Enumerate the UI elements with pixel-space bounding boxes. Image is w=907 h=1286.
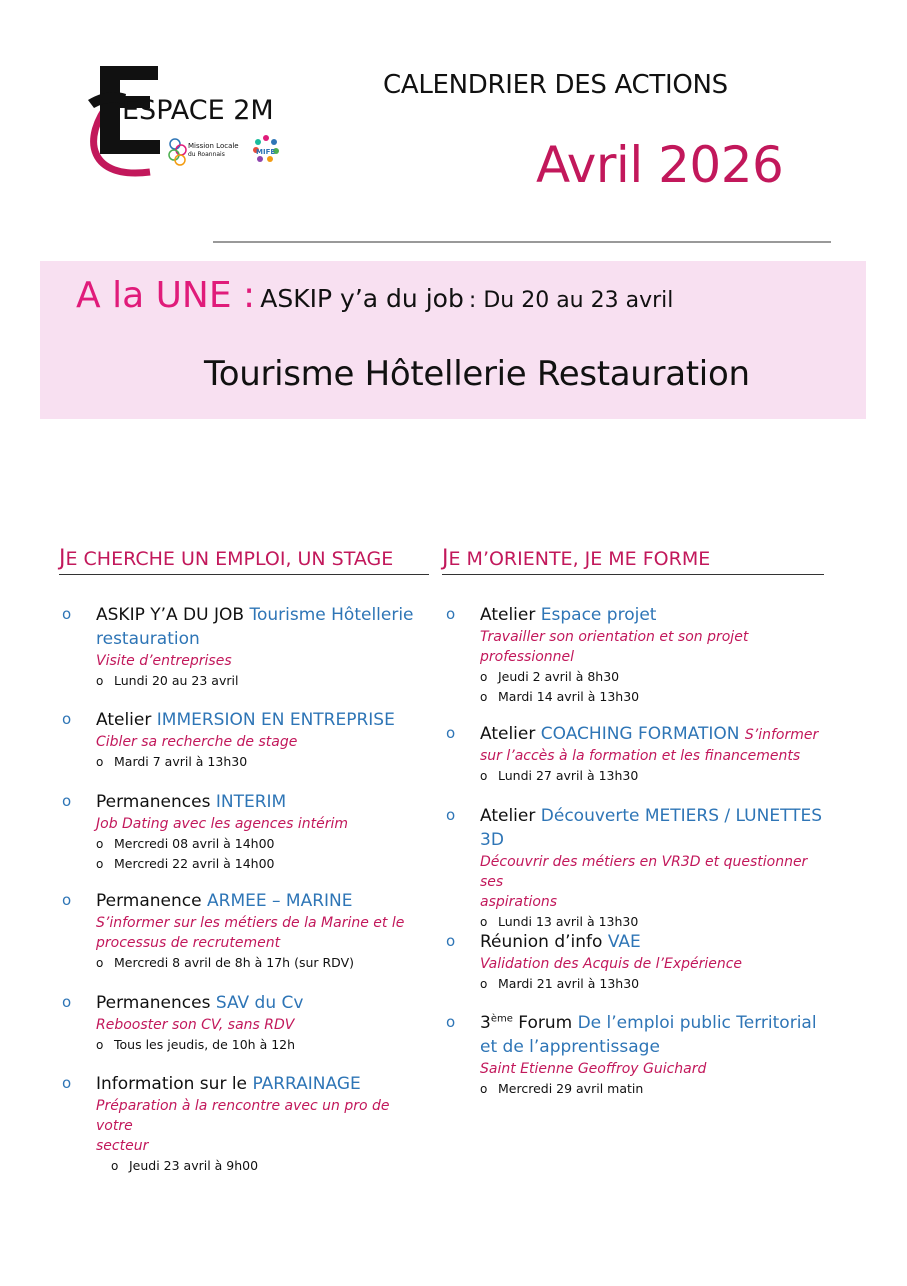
event-date: o Tous les jeudis, de 10h à 12h: [96, 1035, 426, 1055]
event-date: o Lundi 20 au 23 avril: [96, 671, 426, 691]
bullet-icon: o: [446, 605, 456, 623]
featured-title: ASKIP y’a du job: [260, 284, 464, 313]
featured-label: A la UNE :: [76, 275, 256, 316]
event-date: o Mercredi 08 avril à 14h00: [96, 834, 426, 854]
section-heading-orientation: JE M’ORIENTE, JE ME FORME: [442, 546, 824, 575]
svg-text:du Roannais: du Roannais: [188, 151, 225, 158]
event-date: o Mercredi 8 avril de 8h à 17h (sur RDV): [96, 953, 426, 973]
event-item-vae[interactable]: o Réunion d’info VAE Validation des Acquis de l’Expérience o Mardi 21 avril à 13h30: [480, 930, 825, 994]
bullet-icon: o: [62, 710, 72, 728]
featured-line: [76, 275, 673, 316]
page-title: CALENDRIER DES ACTIONS: [383, 70, 728, 100]
event-date: o Lundi 27 avril à 13h30: [480, 766, 825, 786]
event-item-forum-emploi-public[interactable]: o 3ème Forum De l’emploi public Territorial et de l’apprentissage Saint Etienne Geoffroy Guichard o Mercredi 29 avril matin: [480, 1011, 825, 1099]
event-item-askip[interactable]: o ASKIP Y’A DU JOB Tourisme Hôtellerie restauration Visite d’entreprises o Lundi 20 au 23 avril: [96, 603, 426, 691]
svg-text:MIFE: MIFE: [256, 148, 276, 156]
bullet-icon: o: [446, 724, 456, 742]
event-date: o Jeudi 2 avril à 8h30: [480, 667, 825, 687]
event-date: o Mercredi 29 avril matin: [480, 1079, 825, 1099]
event-item-parrainage[interactable]: o Information sur le PARRAINAGE Préparation à la rencontre avec un pro de votre secteur o Jeudi 23 avril à 9h00: [96, 1072, 426, 1176]
bullet-icon: o: [446, 1013, 456, 1031]
bullet-icon: o: [446, 932, 456, 950]
bullet-icon: o: [446, 806, 456, 824]
event-date: o Mardi 14 avril à 13h30: [480, 687, 825, 707]
event-date: o Mercredi 22 avril à 14h00: [96, 854, 426, 874]
event-date: o Jeudi 23 avril à 9h00: [111, 1156, 426, 1176]
event-date: o Mardi 21 avril à 13h30: [480, 974, 825, 994]
bullet-icon: o: [62, 605, 72, 623]
bullet-icon: o: [62, 993, 72, 1011]
event-date: o Mardi 7 avril à 13h30: [96, 752, 426, 772]
svg-text:Mission Locale: Mission Locale: [188, 142, 239, 150]
featured-subtitle: Tourisme Hôtellerie Restauration: [204, 354, 750, 394]
header-divider: [213, 241, 831, 243]
logo-brand-text: ESPACE 2M: [122, 95, 274, 126]
section-heading-emploi: JE CHERCHE UN EMPLOI, UN STAGE: [59, 546, 429, 575]
featured-dates: : Du 20 au 23 avril: [468, 288, 674, 313]
event-item-immersion[interactable]: o Atelier IMMERSION EN ENTREPRISE Cibler sa recherche de stage o Mardi 7 avril à 13h30: [96, 708, 426, 772]
bullet-icon: o: [62, 891, 72, 909]
event-item-interim[interactable]: o Permanences INTERIM Job Dating avec les agences intérim o Mercredi 08 avril à 14h00 o Mercredi 22 avril à 14h00: [96, 790, 426, 874]
espace-2m-logo: [80, 60, 290, 180]
event-item-sav-cv[interactable]: o Permanences SAV du Cv Rebooster son CV, sans RDV o Tous les jeudis, de 10h à 12h: [96, 991, 426, 1055]
event-item-metiers-lunettes[interactable]: o Atelier Découverte METIERS / LUNETTES 3D Découvrir des métiers en VR3D et questionner ses aspirations o Lundi 13 avril à 13h30: [480, 804, 825, 932]
bullet-icon: o: [62, 792, 72, 810]
event-item-armee-marine[interactable]: o Permanence ARMEE – MARINE S’informer sur les métiers de la Marine et le processus de recrutement o Mercredi 8 avril de 8h à 17h (sur RDV): [96, 889, 426, 973]
event-date: o Lundi 13 avril à 13h30: [480, 912, 825, 932]
month-title: Avril 2026: [536, 136, 784, 194]
bullet-icon: o: [62, 1074, 72, 1092]
event-item-espace-projet[interactable]: o Atelier Espace projet Travailler son orientation et son projet professionnel o Jeudi 2 avril à 8h30 o Mardi 14 avril à 13h30: [480, 603, 825, 707]
event-item-coaching-formation[interactable]: o Atelier COACHING FORMATION S’informer sur l’accès à la formation et les financements o Lundi 27 avril à 13h30: [480, 722, 825, 786]
